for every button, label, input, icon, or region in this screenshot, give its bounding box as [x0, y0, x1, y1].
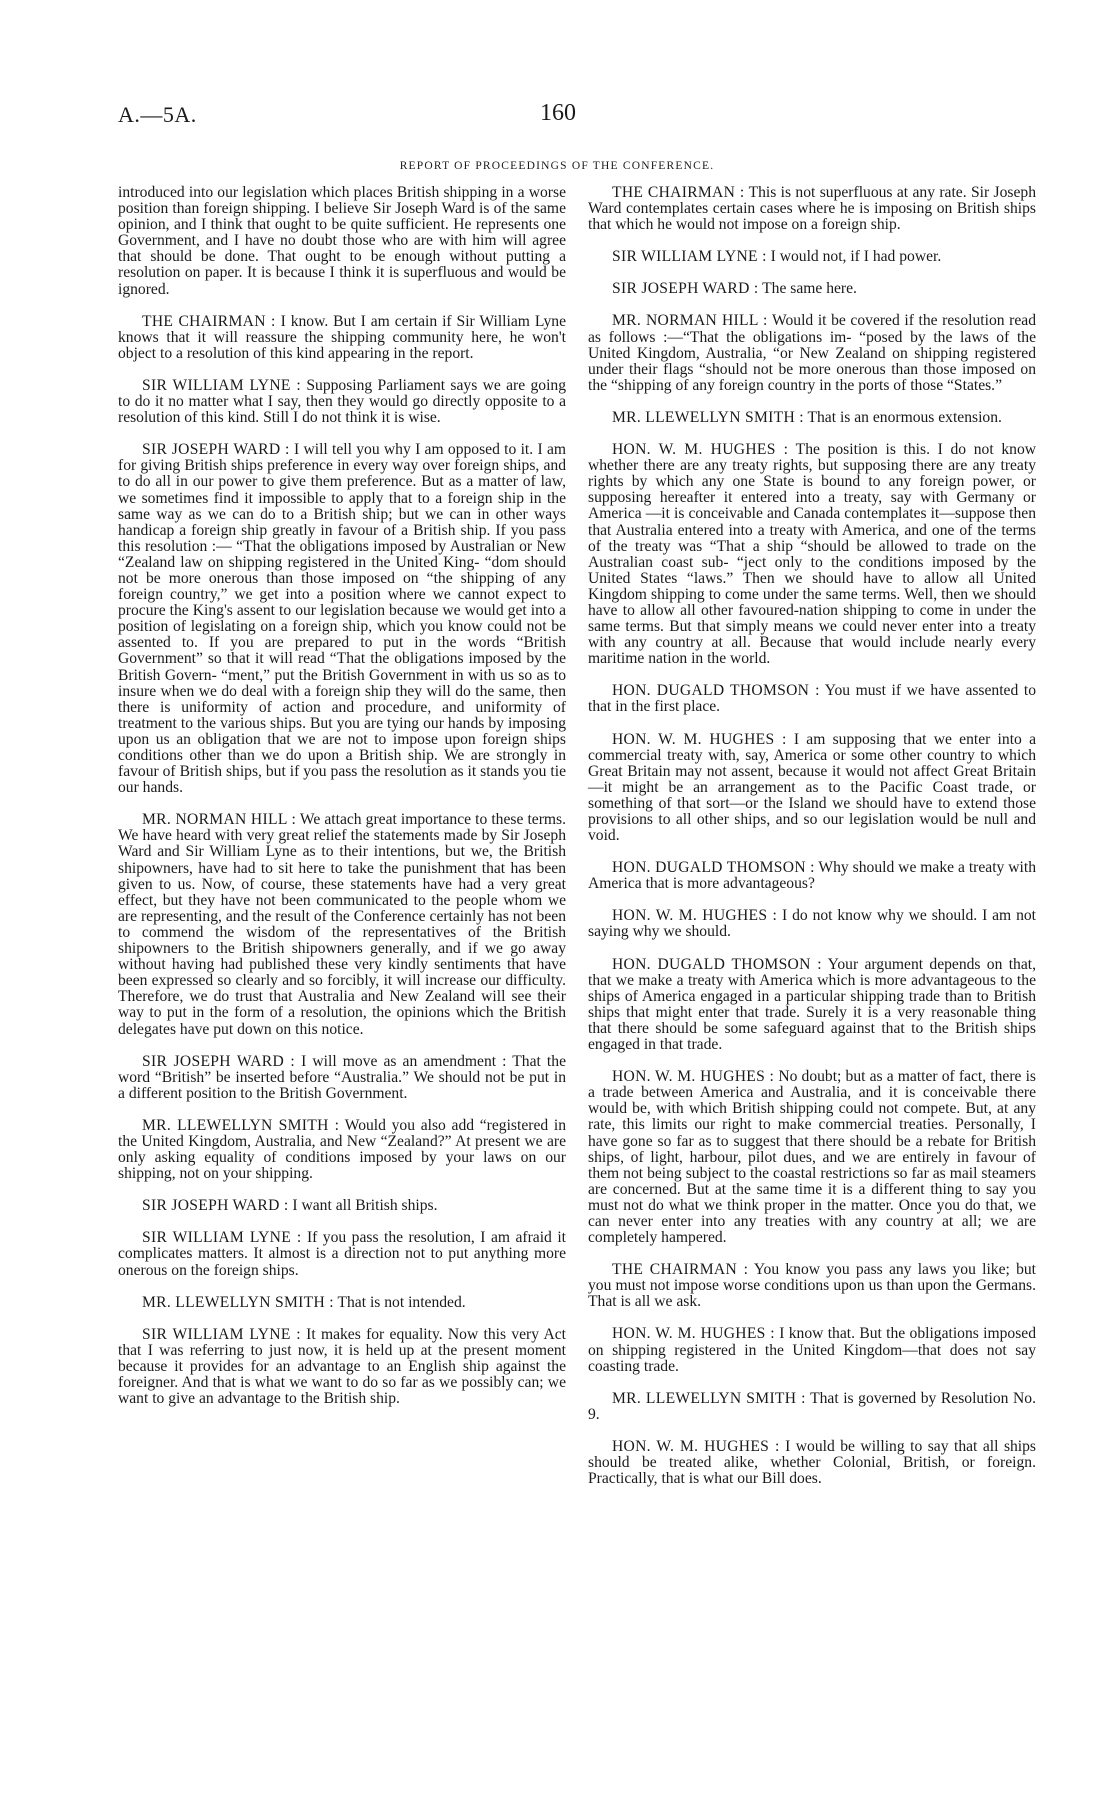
speech-paragraph	[588, 1326, 1036, 1374]
speaker-name: SIR JOSEPH WARD :	[612, 280, 759, 298]
speech-text: I will move as an amendment : That the word “British” be inserted before “Australia.” We should not be put in a different position to the British Government.	[118, 1052, 566, 1102]
speaker-name: THE CHAIRMAN :	[612, 184, 745, 201]
speech-text: No doubt; but as a matter of fact, there is a trade between America and Australia, and it is conceivable there would be, with which British shipping could not compete. But, at any rate, this limits our right to make commercial treaties. Personally, I have gone so far as to suggest that there should be a rebate for British ships, of light, harbour, pilot dues, and we are entirely in favour of them not being subject to the coastal restrictions so far as mail steamers are concerned. But at the same time it is a different thing to say you must not do what we think proper in the matter. Once you do that, we can never enter into any treaties with any country at all; we are completely hampered.	[588, 1068, 1036, 1247]
speech-text: That is an enormous extension.	[807, 408, 1002, 426]
speaker-name: HON. DUGALD THOMSON :	[612, 859, 815, 877]
speech-text: I know that. But the obligations imposed on shipping registered in the United Kingdom—that does not say coasting trade.	[588, 1325, 1037, 1375]
speech-paragraph	[118, 1327, 566, 1407]
speech-paragraph	[588, 732, 1036, 845]
speaker-name: HON. W. M. HUGHES :	[612, 1068, 775, 1086]
speaker-name: HON. W. M. HUGHES :	[612, 1437, 780, 1455]
speech-paragraph	[588, 410, 1036, 426]
speech-text: This is not superfluous at any rate. Sir Joseph Ward contemplates certain cases where he is imposing on British ships that which he would not impose on a foreign ship.	[588, 184, 1036, 234]
page-header	[0, 0, 1114, 180]
speaker-name: HON. DUGALD THOMSON :	[612, 682, 820, 700]
speech-text: I do not know why we should. I am not saying why we should.	[588, 907, 1036, 941]
speech-paragraph	[118, 1118, 566, 1182]
speech-paragraph	[118, 812, 566, 1037]
speech-text: We attach great importance to these terms. We have heard with very great relief the statements made by Sir Joseph Ward and Sir William Lyne as to their intentions, but we, the British shipowners, have had to sit here to take the punishment that has been given to us. Now, of course, these statements have had a very great effect, but they have not been communicated to the people whom we are representing, and the result of the Conference certainly has not been to commend the wisdom of the representatives of the British shipowners to the British shipowners generally, and if we go away without having had published these very kindly sentiments that have been expressed so clearly and so forcibly, it will increase our difficulty. Therefore, we do trust that Australia and New Zealand will see their way to put in the form of a resolution, the opinions which the British delegates have put down on this notice.	[118, 811, 567, 1038]
speech-text: I will tell you why I am opposed to it. I am for giving British ships preference in every way over foreign ships, and to do all in our power to give them preference. But as a matter of law, we sometimes find it impossible to apply that to a foreign ship in the same way as we can do to a British ship; but we can in other ways handicap a foreign ship greatly in favour of a British ship. If you pass this resolution :— “That the obligations imposed by Australian or New “Zealand law on shipping registered in the United King- “dom should not be more onerous than those imposed on “the shipping of any foreign country,” we get into a position where we cannot expect to procure the King's assent to our legislation because we would get into a position of legislating on a foreign ship, which you know could not be assented to. If you are prepared to put in the words “British Government” so that it will read “That the obligations imposed by the British Govern- “ment,” put the British Government in with us so as to insure when we do deal with a foreign ship they will do the same, then there is uniformity of action and procedure, and uniformity of treatment to the various ships. But you are tying our hands by imposing upon us an obligation that we are not to impose upon foreign ships conditions other than we do upon a British ship. We are strongly in favour of British ships, but if you pass the resolution as it stands you tie our hands.	[118, 441, 566, 797]
speech-text: The position is this. I do not know whether there are any treaty rights, but supposing there are any treaty rights by which any one State is bound to any foreign power, or supposing hereafter it entered into a treaty, say with Germany or America —it is conceivable and Canada contemplates it—suppose then that Australia entered into a treaty with America, and one of the terms of the treaty was “That a ship “should be allowed to trade on the Australian coast sub- “ject only to the conditions imposed by the United States “laws.” Then we should have to allow all United Kingdom shipping to come under the same terms. Well, then we should have to allow all other favoured-nation shipping to come in under the same terms. But that simply means we could never enter into a treaty with any country at all. Because that would include nearly every maritime nation in the world.	[588, 441, 1037, 668]
speech-text: Why should we make a treaty with America that is more advantageous?	[588, 859, 1036, 893]
speaker-name: SIR JOSEPH WARD :	[142, 1052, 296, 1070]
left-column	[118, 185, 566, 1423]
speech-paragraph	[118, 442, 566, 796]
speaker-name: MR. LLEWELLYN SMITH :	[612, 1389, 806, 1407]
speech-paragraph	[118, 1295, 566, 1311]
speaker-name: SIR JOSEPH WARD :	[142, 441, 290, 459]
speaker-name: MR. LLEWELLYN SMITH :	[142, 1293, 334, 1311]
speaker-name: HON. W. M. HUGHES :	[612, 441, 789, 459]
speech-text: If you pass the resolution, I am afraid it complicates matters. It almost is a direction not to put anything more onerous on the foreign ships.	[118, 1229, 566, 1279]
speaker-name: SIR WILLIAM LYNE :	[142, 376, 301, 394]
speech-text: Would you also add “registered in the United Kingdom, Australia, and New “Zealand?” At present we are only asking equality of conditions imposed by your laws on our shipping, not on your shipping.	[118, 1116, 566, 1183]
speech-paragraph	[118, 185, 566, 298]
speech-text: You must if we have assented to that in the first place.	[588, 682, 1036, 716]
speaker-name: HON. W. M. HUGHES :	[612, 1325, 775, 1343]
speech-paragraph	[588, 1069, 1036, 1246]
running-title: REPORT OF PROCEEDINGS OF THE CONFERENCE.	[399, 160, 715, 172]
speaker-name: MR. NORMAN HILL :	[612, 312, 768, 330]
speech-text: I would not, if I had power.	[770, 248, 942, 266]
speech-paragraph	[588, 1391, 1036, 1423]
speech-paragraph	[588, 249, 1036, 265]
speaker-name: HON. W. M. HUGHES :	[612, 907, 778, 925]
speaker-name: MR. LLEWELLYN SMITH :	[612, 408, 804, 426]
speech-paragraph	[588, 860, 1036, 892]
speech-text: Would it be covered if the resolution read as follows :—“That the obligations im- “posed by the laws of the United Kingdom, Australia, “or New Zealand on shipping registered under their flags “should not be more onerous than those imposed on the “shipping of any foreign country in the ports of those “States.”	[588, 312, 1036, 394]
speech-text: I would be willing to say that all ships should be treated alike, whether Colonial, British, or foreign. Practically, that is what our Bill does.	[588, 1437, 1037, 1488]
speaker-name: HON. DUGALD THOMSON :	[612, 955, 822, 973]
speech-paragraph	[588, 908, 1036, 940]
speech-paragraph	[118, 1198, 566, 1214]
speech-paragraph	[118, 1230, 566, 1278]
speaker-name: SIR WILLIAM LYNE :	[142, 1325, 301, 1343]
speech-text: I know. But I am certain if Sir William Lyne knows that it will reassure the shipping community here, he won't object to a resolution of this kind appearing in the report.	[118, 312, 566, 362]
speaker-name: SIR WILLIAM LYNE :	[142, 1229, 302, 1247]
page-number: 160	[540, 100, 576, 126]
speech-paragraph	[588, 683, 1036, 715]
speech-paragraph	[588, 281, 1036, 297]
speech-text: I am supposing that we enter into a commercial treaty with, say, America or some other country to which Great Britain may not assent, because it would not affect Great Britain—it might be an arrangement as to the Pacific Coast trade, or something of that sort—or the Island we should have to extend those provisions to all other ships, and so our legislation would be null and void.	[588, 730, 1036, 845]
speech-text: Supposing Parliament says we are going to do it no matter what I say, then they would go directly opposite to a resolution of this kind. Still I do not think it is wise.	[118, 376, 566, 427]
speaker-name: THE CHAIRMAN :	[612, 1261, 749, 1279]
speech-paragraph	[588, 1262, 1036, 1310]
right-column	[588, 185, 1036, 1503]
speaker-name: SIR JOSEPH WARD :	[142, 1197, 289, 1215]
speech-paragraph	[118, 378, 566, 426]
speaker-name: MR. LLEWELLYN SMITH :	[142, 1116, 340, 1134]
speaker-name: THE CHAIRMAN :	[142, 312, 276, 330]
speaker-name: HON. W. M. HUGHES :	[612, 730, 787, 748]
speech-text: I want all British ships.	[292, 1197, 438, 1215]
speech-paragraph	[118, 314, 566, 362]
speech-paragraph	[118, 1054, 566, 1102]
speech-paragraph	[588, 185, 1036, 233]
speech-text: Your argument depends on that, that we make a treaty with America which is more advantageous to the ships of America engaged in a particular shipping trade than to British ships that might enter that trade. Surely it is a very reasonable thing that there should be some safeguard against that to the British ships engaged in that trade.	[588, 955, 1036, 1054]
document-reference: A.—5A.	[118, 102, 197, 127]
speech-paragraph	[588, 957, 1036, 1054]
speech-paragraph	[588, 1439, 1036, 1487]
speech-paragraph	[588, 442, 1036, 667]
speech-text: introduced into our legislation which places British shipping in a worse position than foreign shipping. I believe Sir Joseph Ward is of the same opinion, and I think that ought to be quite sufficient. He represents one Government, and I have no doubt those who are with him will agree that should be done. That ought to be enough without putting a resolution on paper. It is because I think it is superfluous and would be ignored.	[118, 184, 566, 298]
speech-text: That is governed by Resolution No. 9.	[588, 1389, 1036, 1423]
speech-text: It makes for equality. Now this very Act that I was referring to just now, it is held up at the present moment because it provides for an advantage to an English ship against the foreigner. And that is what we want to do so far as we possibly can; we want to give an advantage to the British ship.	[118, 1325, 566, 1408]
speech-paragraph	[588, 313, 1036, 393]
speaker-name: SIR WILLIAM LYNE :	[612, 248, 767, 266]
speech-text: That is not intended.	[337, 1293, 466, 1311]
speech-text: The same here.	[762, 280, 857, 298]
speaker-name: MR. NORMAN HILL :	[142, 811, 297, 829]
speech-text: You know you pass any laws you like; but you must not impose worse conditions upon us than upon the Germans. That is all we ask.	[588, 1261, 1036, 1311]
